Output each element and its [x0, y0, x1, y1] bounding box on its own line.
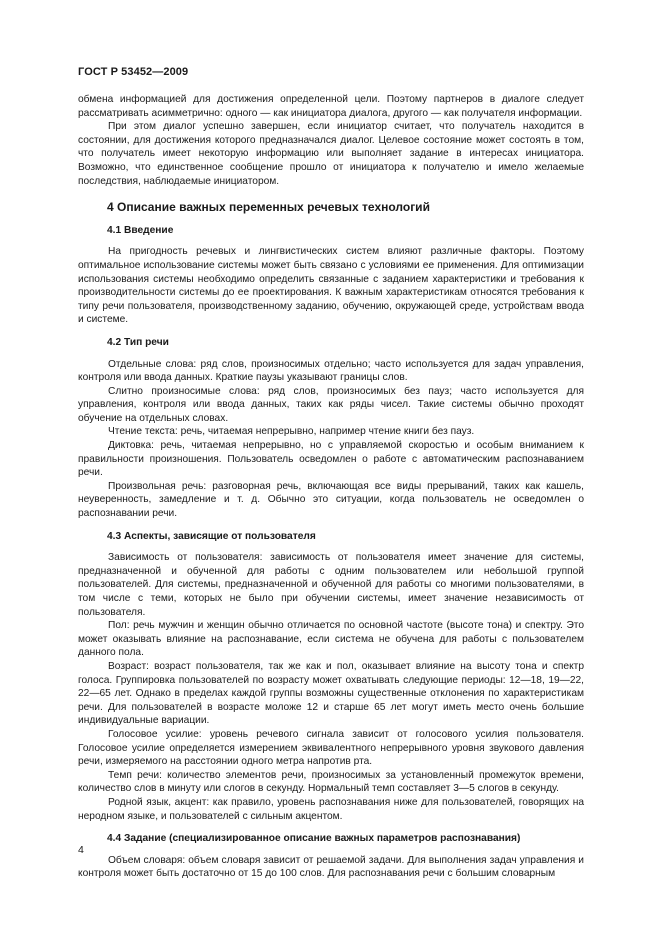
paragraph: Родной язык, акцент: как правило, уровень распознавания ниже для пользователей, говорящих на неродном языке, и пользователей с сильным акцентом.: [78, 796, 584, 822]
subsection-heading: 4.2 Тип речи: [107, 336, 169, 348]
paragraph: Отдельные слова: ряд слов, произносимых отдельно; часто используется для задач управления, контроля или ввода данных. Краткие паузы указывают границы слов.: [78, 358, 584, 384]
page-content: [78, 93, 584, 881]
paragraph: Слитно произносимые слова: ряд слов, произносимых без пауз; часто используется для управления, контроля или ввода данных, таких как ряды чисел. Такие системы обычно проходят обучение на отдельных словах.: [78, 385, 584, 424]
paragraph: Диктовка: речь, читаемая непрерывно, но с управляемой скоростью и особым вниманием к правильности произношения. Пользователь осведомлен о работе с автоматическим распознаванием речи.: [78, 440, 584, 479]
paragraph: Зависимость от пользователя: зависимость от пользователя имеет значение для системы, предназначенной и обученной для работы с одним пользователем или небольшой группой пользователей. Для системы, предназначенной и обученной для работы со многими пользователями, в том числе с теми, которых не было при обучении системы, имеет значение независимость от пользователя.: [78, 552, 584, 618]
subsection-heading: 4.4 Задание (специализированное описание важных параметров распознавания): [107, 833, 521, 845]
page-number: 4: [78, 844, 84, 856]
section-heading: 4 Описание важных переменных речевых технологий: [107, 200, 430, 215]
subsection-heading: 4.1 Введение: [107, 224, 174, 236]
paragraph: При этом диалог успешно завершен, если инициатор считает, что получатель находится в состоянии, для достижения которого предназначался диалог. Целевое состояние может состоять в том, что получатель имеет некоторую информацию или выполняет задание в интересах инициатора. Возможно, что единственное сообщение прошло от инициатора к получателю и имело желаемые последствия, наблюдаемые инициатором.: [78, 121, 584, 187]
paragraph: Произвольная речь: разговорная речь, включающая все виды прерываний, таких как кашель, неуверенность, замедление и т. д. Обычно это ситуации, когда пользователь не осведомлен о распознавании речи.: [78, 480, 584, 520]
document-header: ГОСТ Р 53452—2009: [78, 66, 189, 78]
paragraph: Возраст: возраст пользователя, так же как и пол, оказывает влияние на высоту тона и спектр голоса. Группировка пользователей по возрасту может охватывать следующие периоды: 12—18, 19—22, 22—65 лет. Однако в пределах каждой группы возможны существенные отклонения по характеристикам речи. Для пользователей в возрасте моложе 12 и старше 65 лет могут иметь место очень большие индивидуальные вариации.: [78, 660, 584, 727]
paragraph: Голосовое усилие: уровень речевого сигнала зависит от голосового усилия пользователя. Голосовое усилие определяется измерением эквивалентного непрерывного уровня звукового давления речи, измеряемого на расстоянии одного метра напротив рта.: [78, 728, 584, 768]
paragraph: обмена информацией для достижения определенной цели. Поэтому партнеров в диалоге следует рассматривать асимметрично: одного — как инициатора диалога, другого — как получателя информации.: [78, 94, 584, 119]
paragraph: На пригодность речевых и лингвистических систем влияют различные факторы. Поэтому оптимальное использование системы может быть связано с условиями ее применения. Для оптимизации использования системы необходимо определить связанные с заданием характеристики и требования к производительности системы до ее проектирования. К важным характеристикам относятся требования к типу речи пользователя, производственному заданию, обучению, окружающей среде, устройствам ввода и системе.: [78, 246, 584, 326]
paragraph: Темп речи: количество элементов речи, произносимых за установленный промежуток времени, количество слов в минуту или слогов в секунду. Нормальный темп составляет 3—5 слогов в секунду.: [78, 769, 584, 795]
paragraph: Объем словаря: объем словаря зависит от решаемой задачи. Для выполнения задач управления и контроля может быть достаточно от 15 до 100 слов. Для распознавания речи с большим словарным: [78, 854, 584, 880]
subsection-heading: 4.3 Аспекты, зависящие от пользователя: [107, 530, 316, 542]
paragraph: Чтение текста: речь, читаемая непрерывно, например чтение книги без пауз.: [108, 426, 475, 438]
paragraph: Пол: речь мужчин и женщин обычно отличается по основной частоте (высоте тона) и спектру. Это может оказывать влияние на распознавание, если система не обучена для работы с пользователем данного пола.: [78, 620, 584, 659]
